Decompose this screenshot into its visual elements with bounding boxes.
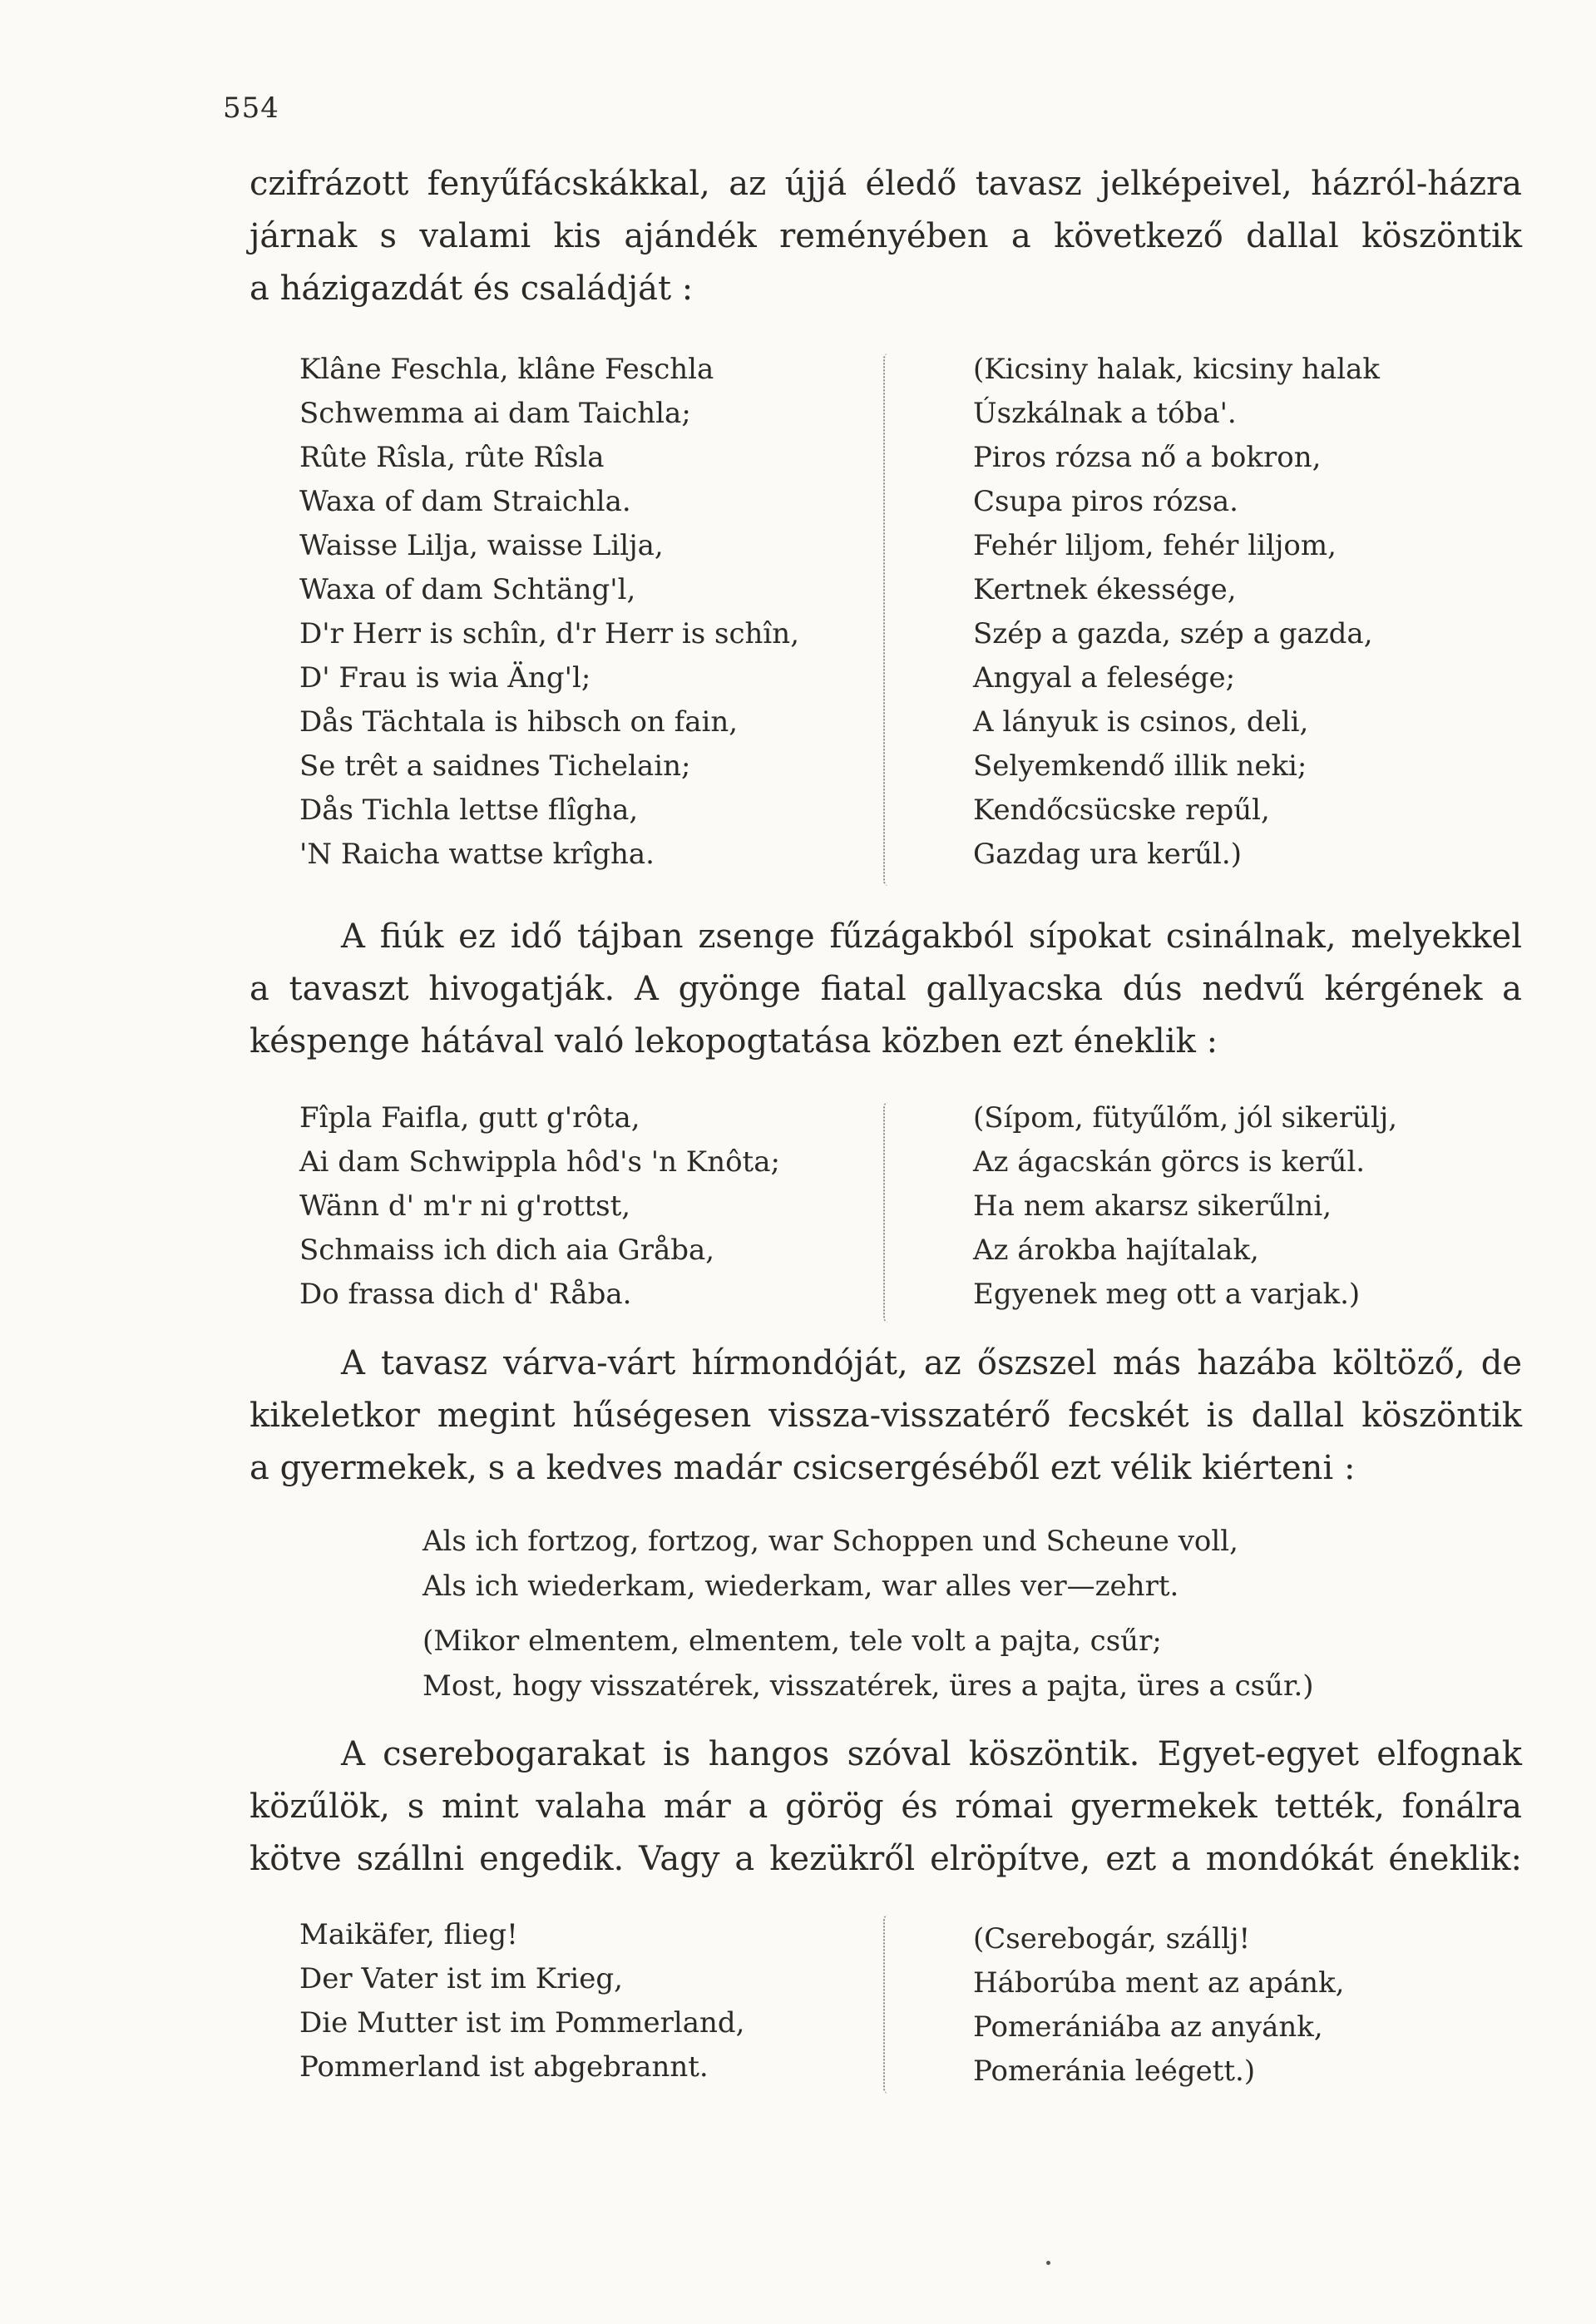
song1-german-line: Waisse Lilja, waisse Lilja, — [299, 529, 664, 562]
song1-hungarian-line: Csupa piros rózsa. — [973, 485, 1238, 518]
song3-german-line: Als ich fortzog, fortzog, war Schoppen und Scheune voll, — [422, 1525, 1238, 1558]
song1-german-line: D' Frau is wia Äng'l; — [299, 661, 591, 695]
paragraph-2-line: a tavaszt hivogatják. A gyönge fiatal gallyacska dús nedvű kérgének a — [250, 970, 1522, 1008]
song1-hungarian-line: Gazdag ura kerűl.) — [973, 838, 1242, 871]
song1-german-line: Rûte Rîsla, rûte Rîsla — [299, 441, 605, 474]
song4-german-line: Maikäfer, flieg! — [299, 1918, 518, 1951]
song2-german-line: Fîpla Faifla, gutt g'rôta, — [299, 1101, 640, 1135]
song2-german-line: Wänn d' m'r ni g'rottst, — [299, 1189, 631, 1223]
song2-german-line: Ai dam Schwippla hôd's 'n Knôta; — [299, 1145, 780, 1179]
song4-brace — [883, 1915, 893, 2094]
intro-line-2: járnak s valami kis ajándék reményében a következő dallal köszöntik — [250, 217, 1522, 255]
song1-german-line: Dås Tichla lettse flîgha, — [299, 794, 639, 827]
intro-line-3: a házigazdát és családját : — [250, 269, 694, 308]
song1-german-line: Klâne Feschla, klâne Feschla — [299, 353, 714, 386]
paragraph-3 — [250, 1338, 1522, 1495]
song1-hungarian-line: Selyemkendő illik neki; — [973, 749, 1307, 783]
song2-brace — [883, 1102, 893, 1323]
song4-german — [299, 1913, 744, 2089]
song1-german-line: Schwemma ai dam Taichla; — [299, 397, 691, 430]
song2-hungarian-line: (Sípom, fütyűlőm, jól sikerülj, — [973, 1101, 1398, 1135]
song2-hungarian-line: Az árokba hajítalak, — [973, 1234, 1259, 1267]
song2-german-line: Schmaiss ich dich aia Gråba, — [299, 1234, 715, 1267]
song2-hungarian-line: Ha nem akarsz sikerűlni, — [973, 1189, 1332, 1223]
song1-german — [299, 348, 799, 877]
song1-hungarian-line: (Kicsiny halak, kicsiny halak — [973, 353, 1381, 386]
song1-german-line: Dås Tächtala is hibsch on fain, — [299, 705, 739, 739]
song4-hungarian — [973, 1917, 1344, 2094]
song1-hungarian-line: Szép a gazda, szép a gazda, — [973, 617, 1373, 650]
song1-german-line: D'r Herr is schîn, d'r Herr is schîn, — [299, 617, 800, 650]
paragraph-3-line: kikeletkor megint hűségesen vissza-visszatérő fecskét is dallal köszöntik — [250, 1397, 1522, 1435]
page-number: 554 — [223, 91, 279, 125]
song1-hungarian-line: Kendőcsücske repűl, — [973, 794, 1270, 827]
song4-hungarian-line: Háborúba ment az apánk, — [973, 1966, 1345, 2000]
song1-german-line: Waxa of dam Straichla. — [299, 485, 631, 518]
song3-hungarian — [422, 1619, 1314, 1708]
song2-hungarian-line: Az ágacskán görcs is kerűl. — [973, 1145, 1366, 1179]
song1-german-line: Waxa of dam Schtäng'l, — [299, 573, 636, 606]
song4-hungarian-line: Pomeránia leégett.) — [973, 2055, 1256, 2088]
intro-paragraph — [250, 158, 1522, 315]
song1-hungarian — [973, 348, 1380, 877]
song1-german-line: Se trêt a saidnes Tichelain; — [299, 749, 691, 783]
song1-brace — [883, 354, 893, 886]
intro-line-1: czifrázott fenyűfácskákkal, az újjá éledő tavasz jelképeivel, házról-házra — [250, 165, 1522, 203]
paragraph-2 — [250, 911, 1522, 1068]
paragraph-4 — [250, 1728, 1522, 1886]
song1-german-line: 'N Raicha wattse krîgha. — [299, 838, 655, 871]
song4-hungarian-line: Pomerániába az anyánk, — [973, 2010, 1323, 2044]
song3-german-line: Als ich wiederkam, wiederkam, war alles ver—zehrt. — [422, 1570, 1179, 1603]
song2-german-line: Do frassa dich d' Råba. — [299, 1278, 632, 1311]
song1-hungarian-line: Piros rózsa nő a bokron, — [973, 441, 1322, 474]
paragraph-2-line: A fiúk ez idő tájban zsenge fűzágakból sípokat csinálnak, melyekkel — [341, 917, 1522, 956]
song2-hungarian-line: Egyenek meg ott a varjak.) — [973, 1278, 1361, 1311]
song1-hungarian-line: Angyal a felesége; — [973, 661, 1236, 695]
paragraph-4-line: közűlök, s mint valaha már a görög és római gyermekek tették, fonálra — [250, 1788, 1522, 1826]
song1-hungarian-line: Úszkálnak a tóba'. — [973, 397, 1237, 430]
paragraph-4-line: A cserebogarakat is hangos szóval köszöntik. Egyet-egyet elfognak — [341, 1735, 1522, 1773]
song1-hungarian-line: A lányuk is csinos, deli, — [973, 705, 1309, 739]
paragraph-3-line: a gyermekek, s a kedves madár csicsergéséből ezt vélik kiérteni : — [250, 1449, 1356, 1487]
song4-german-line: Die Mutter ist im Pommerland, — [299, 2006, 745, 2040]
paragraph-2-line: késpenge hátával való lekopogtatása közben ezt éneklik : — [250, 1022, 1218, 1061]
paragraph-4-line: kötve szállni engedik. Vagy a kezükről elröpítve, ezt a mondókát éneklik: — [250, 1840, 1522, 1878]
song3-hungarian-line: (Mikor elmentem, elmentem, tele volt a pajta, csűr; — [422, 1624, 1162, 1658]
song2-hungarian — [973, 1096, 1397, 1317]
song1-hungarian-line: Fehér liljom, fehér liljom, — [973, 529, 1337, 562]
song4-german-line: Pommerland ist abgebrannt. — [299, 2050, 709, 2084]
song4-hungarian-line: (Cserebogár, szállj! — [973, 1922, 1251, 1956]
stray-mark — [1046, 2261, 1050, 2265]
song3-german — [422, 1519, 1238, 1609]
song2-german — [299, 1096, 780, 1317]
song3-hungarian-line: Most, hogy visszatérek, visszatérek, üres a pajta, üres a csűr.) — [422, 1669, 1314, 1703]
song4-german-line: Der Vater ist im Krieg, — [299, 1962, 623, 1995]
song1-hungarian-line: Kertnek ékessége, — [973, 573, 1237, 606]
paragraph-3-line: A tavasz várva-várt hírmondóját, az őszszel más hazába költöző, de — [341, 1344, 1522, 1382]
